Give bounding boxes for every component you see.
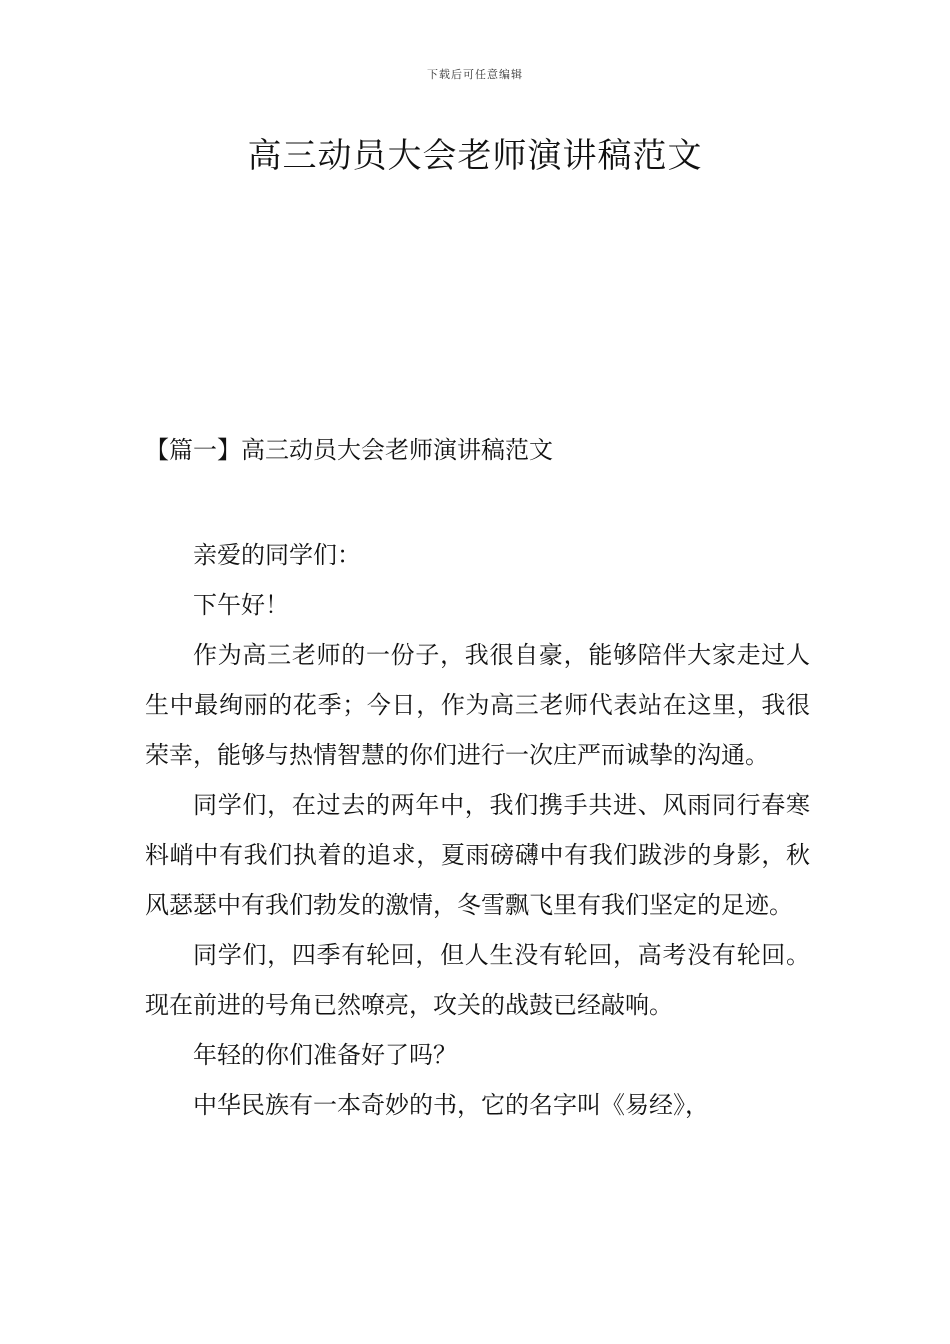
paragraph-yijing: 中华民族有一本奇妙的书，它的名字叫《易经》， <box>193 1091 709 1119</box>
paragraph-pride: 作为高三老师的一份子，我很自豪，能够陪伴大家走过人生中最绚丽的花季；今日，作为高三老师代表站在这里，我很荣幸，能够与热情智慧的你们进行一次庄严而诚挚的沟通。 <box>145 641 810 769</box>
paragraph-two-years: 同学们，在过去的两年中，我们携手共进、风雨同行春寒料峭中有我们执着的追求，夏雨磅礴中有我们跋涉的身影，秋风瑟瑟中有我们勃发的激情，冬雪飘飞里有我们坚定的足迹。 <box>145 791 810 919</box>
section-heading: 【篇一】高三动员大会老师演讲稿范文 <box>145 436 553 464</box>
paragraph-good-afternoon: 下午好！ <box>193 591 289 619</box>
body-text <box>145 530 810 1130</box>
paragraph-greeting: 亲爱的同学们： <box>193 541 361 569</box>
paragraph-ready: 年轻的你们准备好了吗？ <box>193 1041 457 1069</box>
document-title: 高三动员大会老师演讲稿范文 <box>247 136 703 176</box>
header-note: 下载后可任意编辑 <box>427 68 523 81</box>
paragraph-no-reincarnation: 同学们，四季有轮回，但人生没有轮回，高考没有轮回。现在前进的号角已然嘹亮，攻关的战鼓已经敲响。 <box>145 941 810 1019</box>
